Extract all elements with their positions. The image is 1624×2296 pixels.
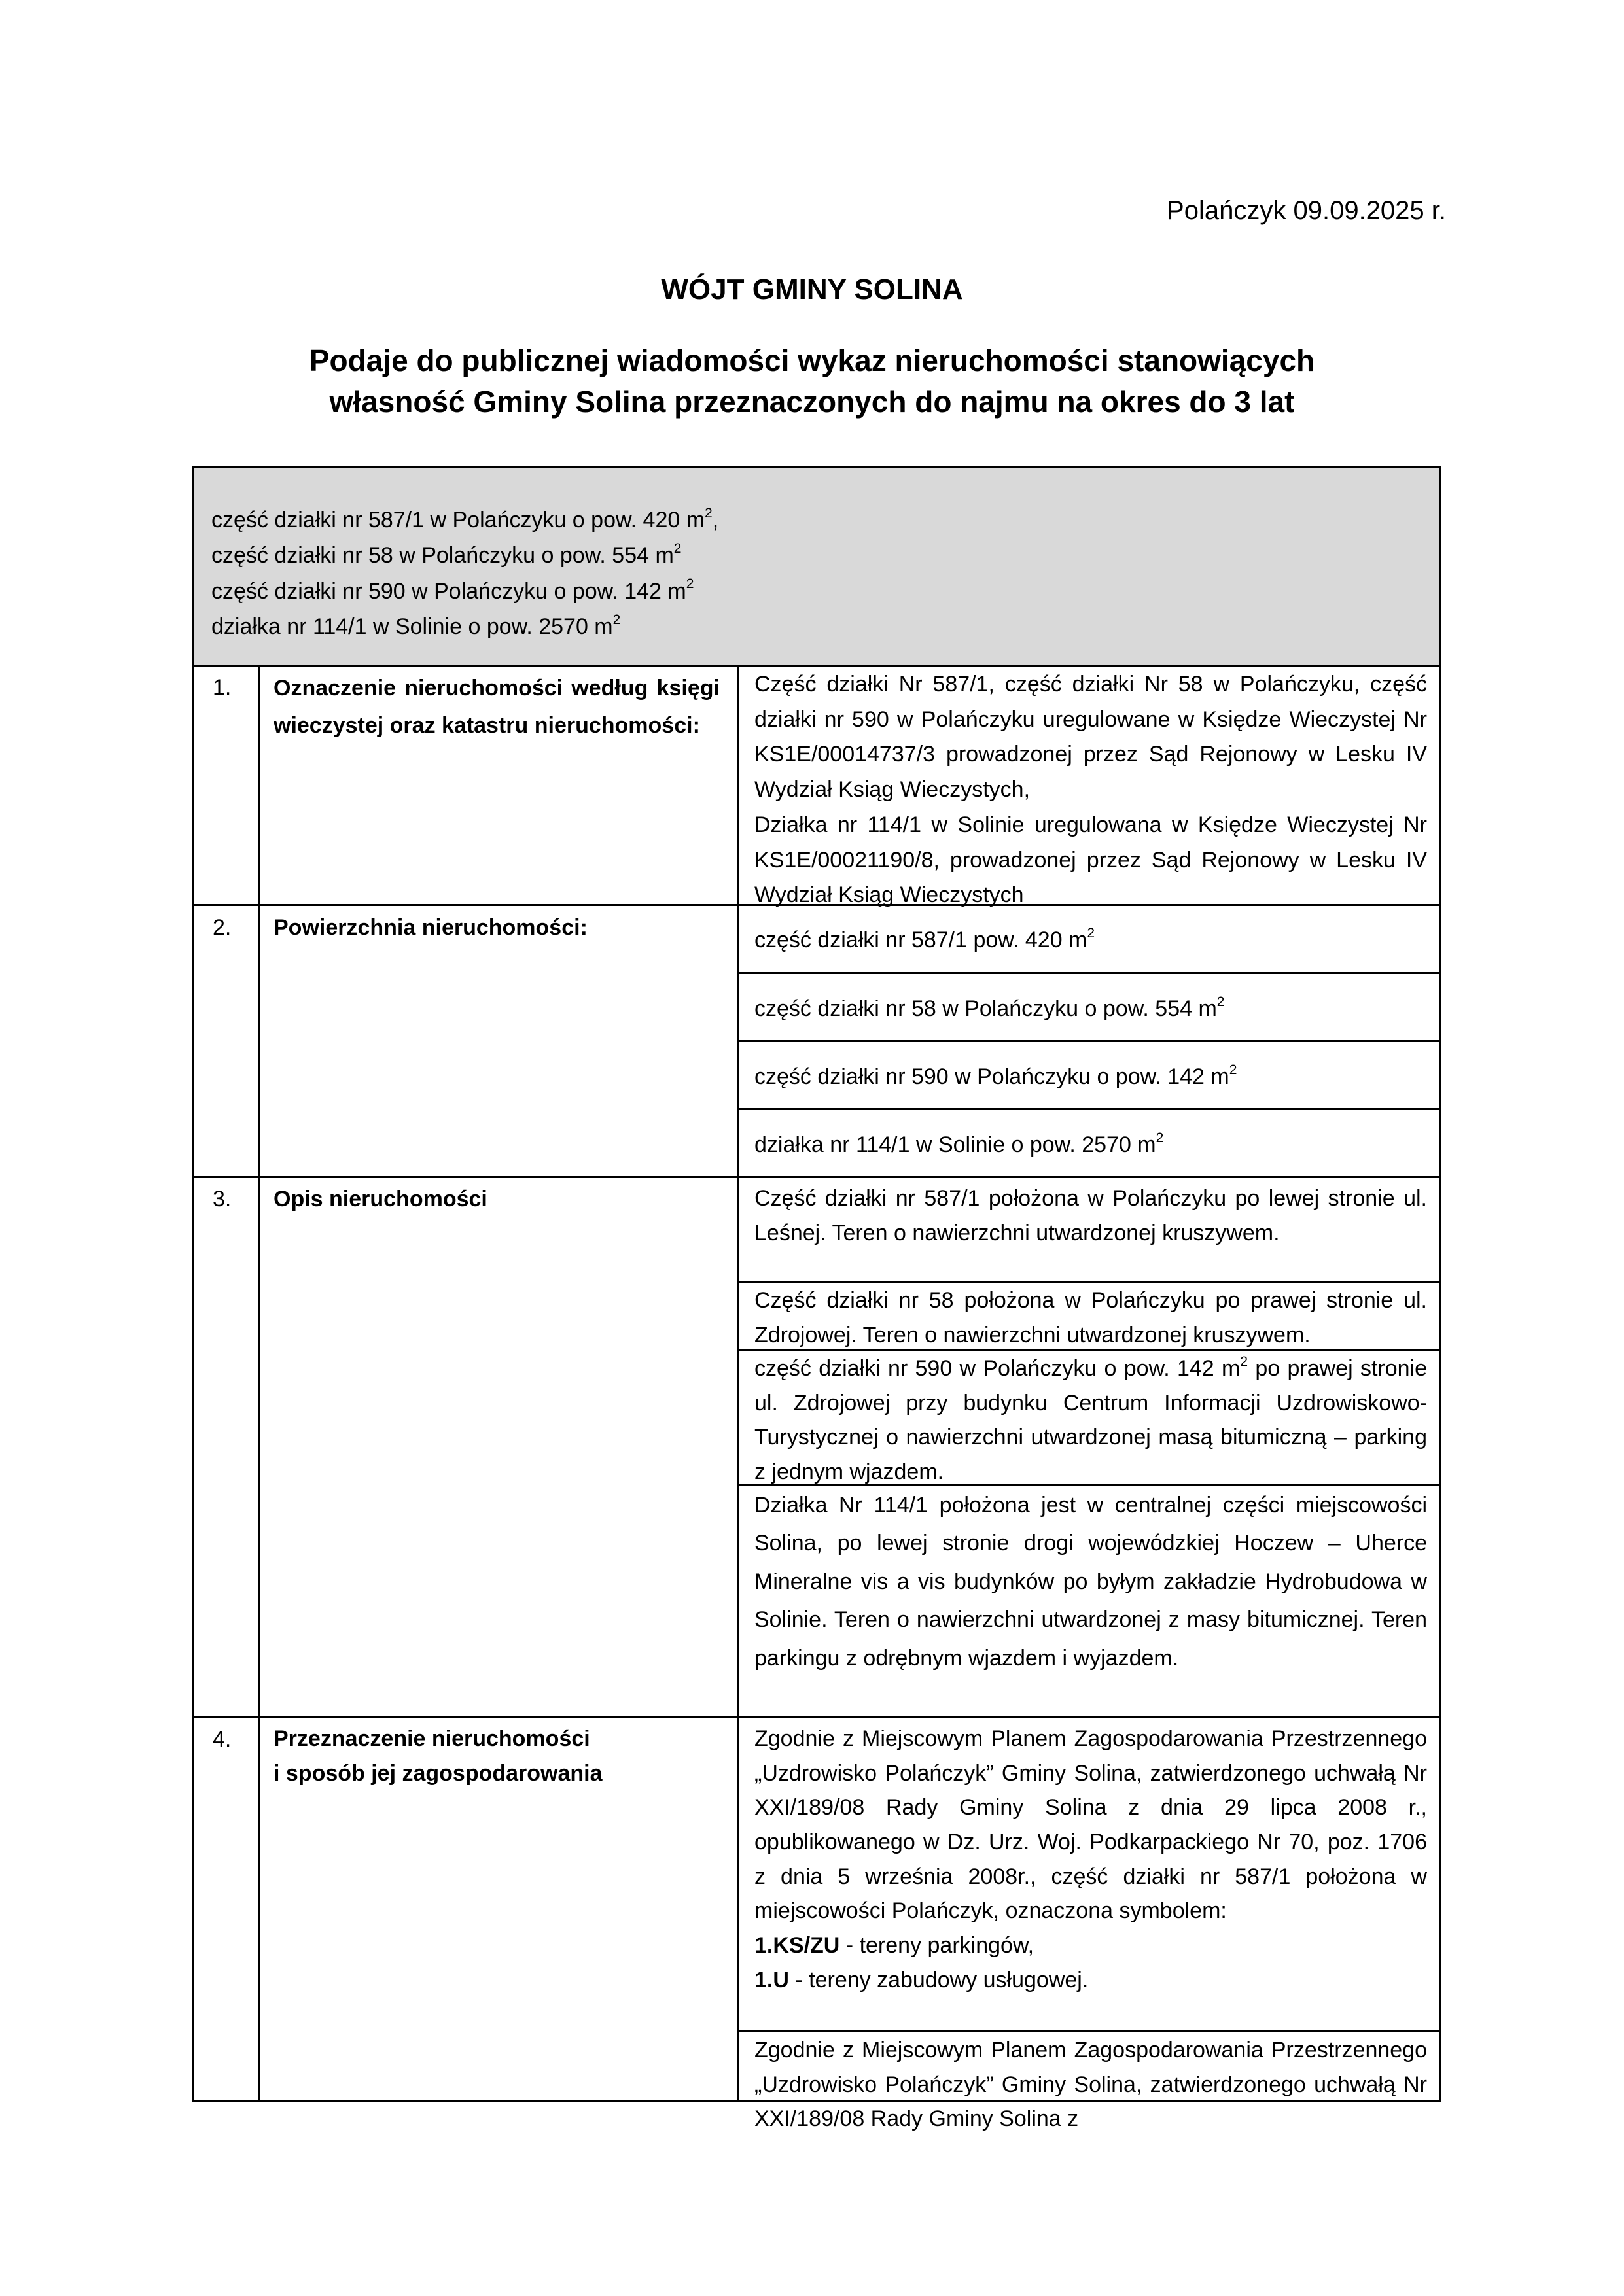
area-separator-1 [737, 972, 1441, 974]
desc-separator-1 [737, 1281, 1441, 1283]
row-3-label: Opis nieruchomości [274, 1187, 487, 1211]
area-separator-3 [737, 1108, 1441, 1110]
row-1-value [754, 667, 1439, 913]
table-divider-label [737, 665, 739, 1638]
plan-separator-1 [737, 2030, 1441, 2032]
land-register-entry-solina: Działka nr 114/1 w Solinie uregulowana w Księdze Wieczystej Nr KS1E/00021190/8, prowadzonej przez Sąd Rejonowy w Lesku IV Wydział Ksiąg Wieczystych [754, 812, 1427, 908]
row-1-number: 1. [213, 675, 232, 700]
zoning-entry-plot-587 [754, 1722, 1439, 1998]
area-separator-2 [737, 1040, 1441, 1042]
description-plot-58: Część działki nr 58 położona w Polańczyku po prawej stronie ul. Zdrojowej. Teren o nawierzchni utwardzonej kruszywem. [754, 1288, 1427, 1348]
row-2-label: Powierzchnia nieruchomości: [274, 915, 588, 940]
notice-heading-line-2: własność Gminy Solina przeznaczonych do najmu na okres do 3 lat [329, 384, 1295, 419]
table-border-right-lower [1439, 1635, 1441, 2101]
row-4-number: 4. [213, 1727, 232, 1752]
table-divider-number [258, 665, 260, 1638]
area-entry-4: działka nr 114/1 w Solinie o pow. 2570 $m^2$ [754, 1130, 1164, 1157]
land-register-entry-polanczyk: Część działki Nr 587/1, część działki Nr 58 w Polańczyku, część działki nr 590 w Polańczyku uregulowane w Księdze Wieczystej Nr KS1E/00014737/3 prowadzonej przez Sąd Rejonowy w Lesku IV Wydział Ksiąg Wieczystych, [754, 672, 1427, 803]
description-plot-590: część działki nr 590 w Polańczyku o pow. 142 $m^2$ po prawej stronie ul. Zdrojowej przy budynku Centrum Informacji Uzdrowiskowo- Turystycznej o nawierzchni utwardzonej masą bitumiczną – parking z jednym wjazdem. [754, 1353, 1427, 1485]
row-4-label-line-1: Przeznaczenie nieruchomości [274, 1726, 590, 1751]
area-entry-1: część działki nr 587/1 pow. 420 $m^2$ [754, 925, 1095, 952]
area-entry-2: część działki nr 58 w Polańczyku o pow. 554 $m^2$ [754, 994, 1225, 1021]
table-border-left-lower [192, 1635, 194, 2101]
zoning-entry-continued: Zgodnie z Miejscowym Planem Zagospodarowania Przestrzennego „Uzdrowisko Polańczyk” Gminy Solina, zatwierdzonego uchwałą Nr XXI/189/08 Rady Gminy Solina z [754, 2038, 1427, 2132]
row-2-number: 2. [213, 915, 232, 940]
description-plot-587: Część działki nr 587/1 położona w Polańczyku po lewej stronie ul. Leśnej. Teren o nawierzchni utwardzonej kruszywem. [754, 1186, 1427, 1245]
description-plot-114: Działka Nr 114/1 położona jest w centralnej części miejscowości Solina, po lewej stronie drogi wojewódzkiej Hoczew – Uherce Mineralne vis a vis budynków po byłym zakładzie Hydrobudowa w Solinie. Teren o nawierzchni utwardzonej z masy bitumicznej. Teren parkingu z odrębnym wjazdem i wyjazdem. [754, 1493, 1427, 1671]
zoning-plan-text: Zgodnie z Miejscowym Planem Zagospodarowania Przestrzennego „Uzdrowisko Polańczyk” Gminy Solina, zatwierdzonego uchwałą Nr XXI/189/08 Rady Gminy Solina z dnia 29 lipca 2008 r., opublikowanego w Dz. Urz. Woj. Podkarpackiego Nr 70, poz. 1706 z dnia 5 września 2008r., część działki nr 587/1 położona w miejscowości Polańczyk, oznaczona symbolem: [754, 1726, 1427, 1924]
summary-line-3: część działki nr 590 w Polańczyku o pow. 142 $m^2$ [211, 576, 694, 604]
table-border-left [192, 665, 194, 1638]
table-bottom-edge [192, 2100, 1441, 2102]
summary-line-1: część działki nr 587/1 w Polańczyku o pow. 420 $m^2$, [211, 505, 719, 532]
area-entry-3: część działki nr 590 w Polańczyku o pow. 142 $m^2$ [754, 1062, 1237, 1089]
row-separator-3-4 [192, 1716, 1441, 1718]
row-4-label-line-2: i sposób jej zagospodarowania [274, 1760, 603, 1786]
row-separator-2-3 [192, 1176, 1441, 1178]
issuer-title: WÓJT GMINY SOLINA [661, 273, 963, 305]
notice-heading-line-1: Podaje do publicznej wiadomości wykaz nieruchomości stanowiących [309, 343, 1315, 377]
row-3-number: 3. [213, 1187, 232, 1211]
zoning-symbol-services: 1.U - tereny zabudowy usługowej. [754, 1967, 1089, 1992]
row-4-label [274, 1722, 737, 1790]
document-date: Polańczyk 09.09.2025 r. [1167, 196, 1446, 225]
table-divider-number-lower [258, 1635, 260, 2101]
table-divider-label-lower [737, 1635, 739, 2101]
property-summary-box [192, 466, 1441, 667]
summary-line-2: część działki nr 58 w Polańczyku o pow. 554 $m^2$ [211, 540, 682, 568]
summary-line-4: działka nr 114/1 w Solinie o pow. 2570 $m^2$ [211, 612, 621, 640]
table-border-right [1439, 665, 1441, 1638]
zoning-symbol-parking: 1.KS/ZU - tereny parkingów, [754, 1933, 1034, 1958]
notice-heading [0, 340, 1624, 422]
row-1-label: Oznaczenie nieruchomości według księgi wieczystej oraz katastru nieruchomości: [274, 676, 720, 738]
